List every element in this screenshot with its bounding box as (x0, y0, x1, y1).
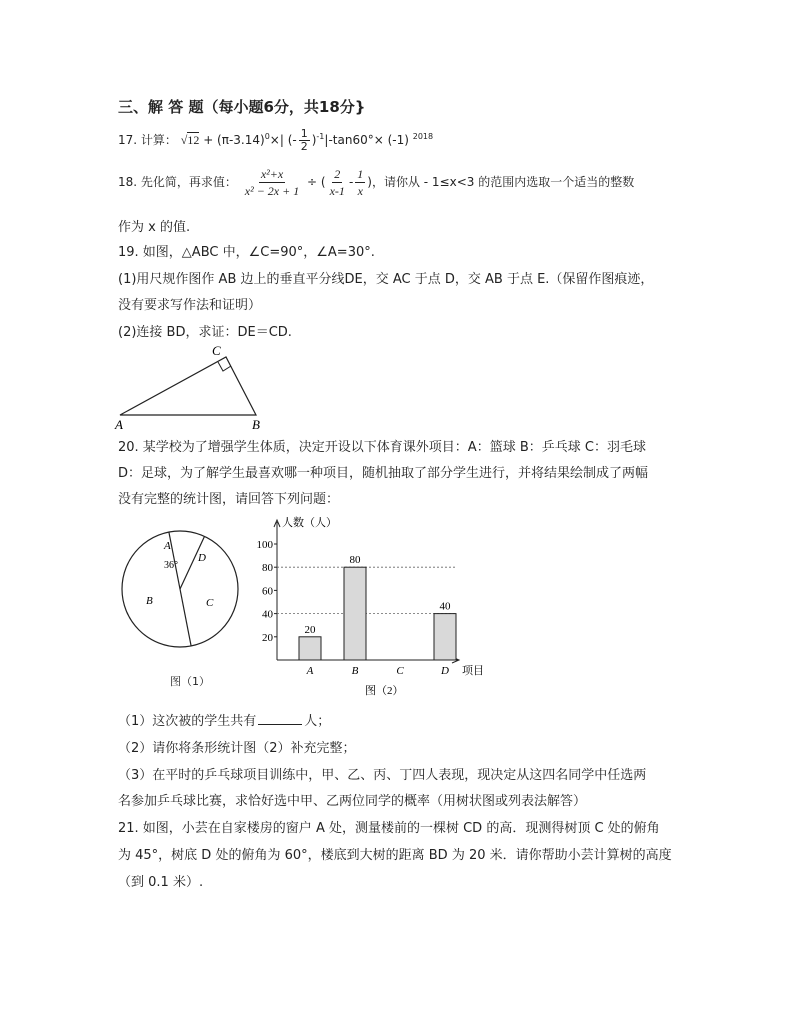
pie-label-d: D (198, 552, 206, 564)
pie-label-a: A (164, 540, 171, 552)
q18-lead: 先化简，再求值： (140, 175, 237, 189)
bar-value-label: 20 (304, 623, 316, 636)
bar-xlabel: 项目 (462, 665, 484, 677)
y-tick-label: 80 (262, 562, 273, 575)
pie-divider-d-c (180, 589, 191, 646)
question-18 (118, 166, 634, 199)
q19-line4: (2)连接 BD，求证：DE＝CD. (118, 325, 292, 340)
bar-value-label: 80 (349, 554, 361, 567)
q18-frac3-num: 1 (357, 167, 364, 181)
q17-exp-neg1: -1 (316, 132, 325, 141)
sqrt-arg: 12 (187, 133, 200, 147)
pie-angle-annotation: 36° (164, 560, 178, 571)
q18-frac2-num: 2 (334, 167, 341, 181)
x-tick-label: C (396, 665, 404, 677)
y-tick-label: 20 (262, 631, 273, 644)
label-b: B (252, 417, 260, 432)
q20-sub2: （2）请你将条形统计图（2）补充完整； (118, 741, 356, 756)
q20-sub1-b: 人； (304, 714, 331, 729)
pie-chart (118, 528, 248, 663)
pie-label-b: B (146, 595, 153, 607)
q21-line2: 为 45°，树底 D 处的俯角为 60°，楼底到大树的距离 BD 为 20 米．请你帮助小芸计算树的高度 (118, 848, 672, 863)
pie-label-c: C (206, 597, 214, 609)
y-tick-label: 40 (262, 608, 273, 621)
x-tick-label: B (351, 665, 359, 677)
bar (299, 637, 321, 660)
q18-frac3-den: x (357, 184, 363, 198)
q20-line3: 没有完整的统计图，请回答下列问题： (118, 492, 340, 507)
q17-label: 计算： (140, 133, 177, 147)
q17-part1: + (π-3.14) (203, 133, 265, 147)
q17-part4: |-tan60°× (-1) (324, 133, 409, 147)
q18-fraction-1 (243, 166, 301, 199)
q17-num: 17. (118, 133, 138, 147)
q18-fraction-3 (355, 166, 365, 199)
q17-exp2018: 2018 (412, 132, 434, 141)
q18-tail: )，请你从 - 1≤x<3 的范围内选取一个适当的整数 (367, 175, 635, 189)
q20-line2: D：足球，为了解学生最喜欢哪一种项目，随机抽取了部分学生进行，并将结果绘制成了两幅 (118, 466, 649, 481)
bar-chart (255, 514, 500, 704)
q17-frac-num: 1 (300, 127, 308, 140)
sqrt-symbol: √12 (180, 133, 200, 147)
q18-frac2-den: x-1 (329, 184, 345, 198)
q19-line2: (1)用尺规作图作 AB 边上的垂直平分线DE，交 AC 于点 D，交 AB 于点 E.（保留作图痕迹， (118, 272, 654, 287)
q19-line3: 没有要求写作法和证明） (118, 298, 262, 313)
q17-exp0: 0 (264, 132, 270, 141)
q18-line2: 作为 x 的值. (118, 220, 191, 235)
label-a: A (115, 417, 123, 432)
answer-blank[interactable] (258, 714, 302, 725)
q18-minus: - (348, 175, 354, 189)
label-c: C (212, 343, 221, 358)
q17-fraction (299, 128, 310, 153)
triangle-abc (120, 357, 256, 415)
q17-part3: ) (311, 133, 317, 147)
q19-line1: 19. 如图，△ABC 中，∠C=90°，∠A=30°. (118, 245, 375, 260)
q20-line1: 20. 某学校为了增强学生体质，决定开设以下体育课外项目：A：篮球 B：乒乓球 C：羽毛球 (118, 440, 646, 455)
q21-line1: 21. 如图，小芸在自家楼房的窗户 A 处，测量楼前的一棵树 CD 的高．现测得树顶 C 处的俯角 (118, 821, 660, 836)
q17-part2: ×| (- (269, 133, 297, 147)
section-title: 三、解 答 题（每小题6分，共18分} (118, 98, 366, 116)
q21-line3: （到 0.1 米）. (118, 875, 204, 890)
bar (344, 567, 366, 660)
q20-sub1 (118, 710, 330, 729)
q18-frac1-den: x² − 2x + 1 (244, 184, 300, 198)
bar-value-label: 40 (439, 600, 451, 613)
bar (434, 614, 456, 660)
q18-fraction-2 (328, 166, 347, 199)
q18-div: ÷ ( (307, 175, 326, 189)
question-17 (118, 128, 433, 153)
q18-num: 18. (118, 175, 138, 189)
q17-frac-den: 2 (300, 140, 308, 153)
bar-caption: 图（2） (365, 685, 404, 697)
bar-ylabel: 人数（人） (282, 517, 337, 529)
q20-sub1-a: （1）这次被的学生共有 (118, 714, 257, 729)
pie-caption: 图（1） (170, 675, 210, 688)
x-tick-label: A (306, 665, 314, 677)
triangle-diagram (110, 342, 270, 432)
y-tick-label: 100 (256, 539, 273, 551)
x-tick-label: D (441, 665, 449, 677)
q20-sub3-line2: 名参加乒乓球比赛，求恰好选中甲、乙两位同学的概率（用树状图或列表法解答） (118, 794, 587, 809)
q20-sub3-line1: （3）在平时的乒乓球项目训练中，甲、乙、丙、丁四人表现，现决定从这四名同学中任选两 (118, 768, 647, 783)
y-tick-label: 60 (262, 585, 273, 598)
q18-frac1-num: x²+x (260, 167, 284, 181)
